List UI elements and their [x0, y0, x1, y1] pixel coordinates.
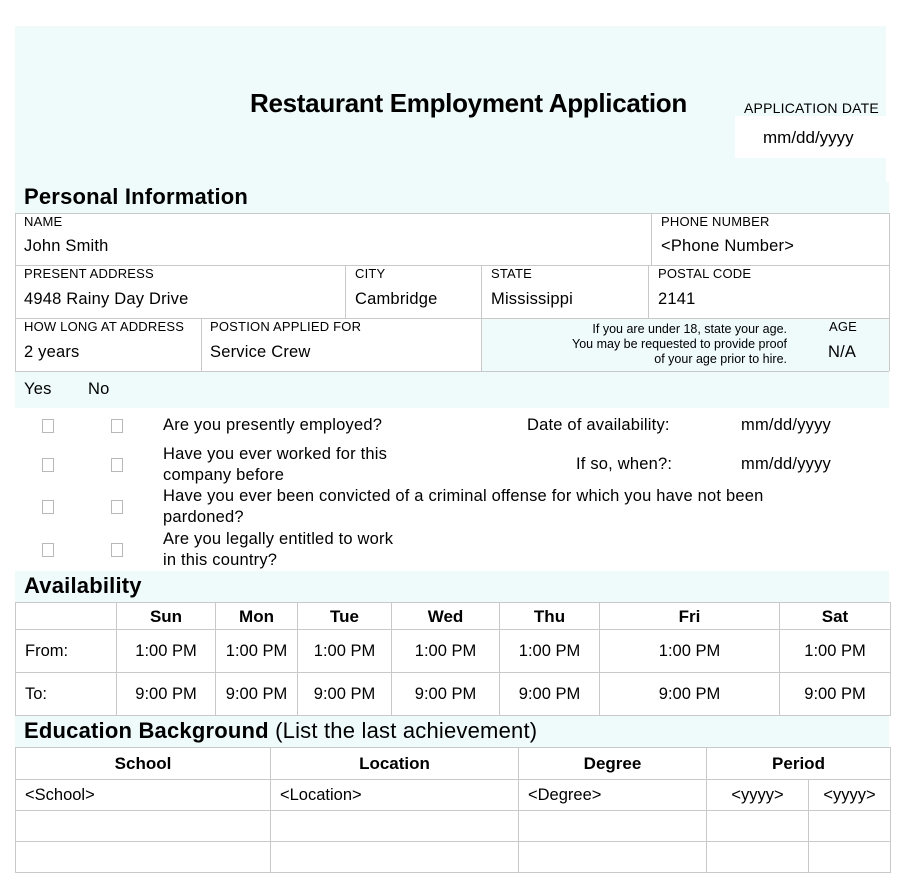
to-time-cell[interactable]: 9:00 PM: [216, 673, 298, 716]
education-section-header: [15, 716, 889, 747]
education-row: [16, 780, 891, 811]
q2-line-2: company before: [163, 466, 285, 484]
to-time-cell[interactable]: 9:00 PM: [600, 673, 780, 716]
period-column-header: Period: [707, 748, 891, 780]
state-label: STATE: [491, 266, 532, 281]
school-column-header: School: [16, 748, 271, 780]
availability-to-row: [16, 673, 891, 716]
city-label: CITY: [355, 266, 386, 281]
degree-cell[interactable]: [519, 811, 707, 842]
education-title-text: Education Background: [24, 718, 269, 743]
postal-code-label: POSTAL CODE: [658, 266, 752, 281]
to-time-cell[interactable]: 9:00 PM: [117, 673, 216, 716]
name-label: NAME: [24, 214, 63, 229]
age-note-line-1: If you are under 18, state your age.: [592, 322, 787, 336]
from-time-cell[interactable]: 1:00 PM: [600, 630, 780, 673]
personal-info-grid: [15, 213, 889, 372]
to-time-cell[interactable]: 9:00 PM: [780, 673, 891, 716]
location-column-header: Location: [271, 748, 519, 780]
from-time-cell[interactable]: 1:00 PM: [117, 630, 216, 673]
education-table: [15, 747, 891, 873]
application-date-label: APPLICATION DATE: [744, 100, 879, 116]
age-note-line-2: You may be requested to provide proof: [572, 337, 787, 351]
q4-yes-checkbox[interactable]: [42, 543, 54, 557]
how-long-label: HOW LONG AT ADDRESS: [24, 319, 185, 334]
q4-line-1: Are you legally entitled to work: [163, 530, 394, 548]
location-cell[interactable]: [271, 842, 519, 873]
q2-line-1: Have you ever worked for this: [163, 445, 388, 463]
school-cell[interactable]: [16, 842, 271, 873]
degree-cell[interactable]: <Degree>: [519, 780, 707, 811]
age-note: [572, 322, 787, 367]
q4-text: [163, 529, 393, 571]
personal-section-title: Personal Information: [24, 184, 249, 209]
age-field[interactable]: N/A: [828, 343, 857, 361]
q1-text: Are you presently employed?: [163, 416, 383, 434]
school-cell[interactable]: <School>: [16, 780, 271, 811]
q3-no-checkbox[interactable]: [111, 500, 123, 514]
location-cell[interactable]: <Location>: [271, 780, 519, 811]
q4-no-checkbox[interactable]: [111, 543, 123, 557]
degree-column-header: Degree: [519, 748, 707, 780]
previous-work-date-label: If so, when?:: [576, 455, 673, 473]
form-title: Restaurant Employment Application: [250, 88, 687, 118]
age-note-line-3: of your age prior to hire.: [654, 352, 787, 366]
application-form: [15, 26, 891, 877]
q3-yes-checkbox[interactable]: [42, 500, 54, 514]
period-start-cell[interactable]: [707, 842, 809, 873]
period-start-cell[interactable]: <yyyy>: [707, 780, 809, 811]
q2-text: [163, 444, 387, 486]
state-field[interactable]: Mississippi: [491, 290, 573, 308]
no-label: No: [88, 380, 110, 398]
to-time-cell[interactable]: 9:00 PM: [500, 673, 600, 716]
availability-section-title: Availability: [24, 573, 142, 598]
city-field[interactable]: Cambridge: [355, 290, 438, 308]
application-date-value[interactable]: mm/dd/yyyy: [763, 128, 854, 147]
q1-no-checkbox[interactable]: [111, 419, 123, 433]
from-time-cell[interactable]: 1:00 PM: [298, 630, 392, 673]
from-time-cell[interactable]: 1:00 PM: [216, 630, 298, 673]
day-header: Thu: [500, 603, 600, 630]
from-row-label: From:: [16, 630, 117, 673]
from-time-cell[interactable]: 1:00 PM: [500, 630, 600, 673]
period-end-cell[interactable]: <yyyy>: [809, 780, 891, 811]
day-header: Sat: [780, 603, 891, 630]
degree-cell[interactable]: [519, 842, 707, 873]
phone-label: PHONE NUMBER: [661, 214, 770, 229]
education-row: [16, 811, 891, 842]
day-header: Wed: [392, 603, 500, 630]
yes-label: Yes: [24, 380, 52, 398]
postal-code-field[interactable]: 2141: [658, 290, 696, 308]
availability-corner-cell: [16, 603, 117, 630]
from-time-cell[interactable]: 1:00 PM: [392, 630, 500, 673]
name-field[interactable]: John Smith: [24, 237, 109, 255]
from-time-cell[interactable]: 1:00 PM: [780, 630, 891, 673]
education-header-row: [16, 748, 891, 780]
age-label: AGE: [829, 319, 858, 334]
availability-date-label: Date of availability:: [527, 416, 670, 434]
day-header: Fri: [600, 603, 780, 630]
availability-from-row: [16, 630, 891, 673]
availability-section-header: [15, 571, 889, 602]
form-header: [15, 26, 886, 182]
to-time-cell[interactable]: 9:00 PM: [392, 673, 500, 716]
day-header: Tue: [298, 603, 392, 630]
q2-yes-checkbox[interactable]: [42, 458, 54, 472]
to-time-cell[interactable]: 9:00 PM: [298, 673, 392, 716]
q1-yes-checkbox[interactable]: [42, 419, 54, 433]
q3-line-2: pardoned?: [163, 508, 244, 526]
education-section-title: [24, 718, 537, 744]
availability-date-field[interactable]: mm/dd/yyyy: [741, 416, 832, 434]
education-subtitle: (List the last achievement): [275, 718, 538, 743]
availability-header-row: [16, 603, 891, 630]
education-row: [16, 842, 891, 873]
to-row-label: To:: [16, 673, 117, 716]
position-field[interactable]: Service Crew: [210, 343, 311, 361]
period-start-cell[interactable]: [707, 811, 809, 842]
position-label: POSTION APPLIED FOR: [210, 319, 362, 334]
day-header: Sun: [117, 603, 216, 630]
q4-line-2: in this country?: [163, 551, 278, 569]
day-header: Mon: [216, 603, 298, 630]
how-long-field[interactable]: 2 years: [24, 343, 80, 361]
availability-table: [15, 602, 891, 716]
address-field[interactable]: 4948 Rainy Day Drive: [24, 290, 189, 308]
personal-section-header: [15, 182, 889, 213]
period-end-cell[interactable]: [809, 842, 891, 873]
period-end-cell[interactable]: [809, 811, 891, 842]
q3-line-1: Have you ever been convicted of a criminal offense for which you have not been: [163, 487, 764, 505]
q3-text: [163, 486, 763, 528]
q2-no-checkbox[interactable]: [111, 458, 123, 472]
address-label: PRESENT ADDRESS: [24, 266, 154, 281]
phone-field[interactable]: <Phone Number>: [661, 237, 795, 255]
location-cell[interactable]: [271, 811, 519, 842]
yes-no-header: [15, 372, 889, 408]
school-cell[interactable]: [16, 811, 271, 842]
previous-work-date-field[interactable]: mm/dd/yyyy: [741, 455, 832, 473]
